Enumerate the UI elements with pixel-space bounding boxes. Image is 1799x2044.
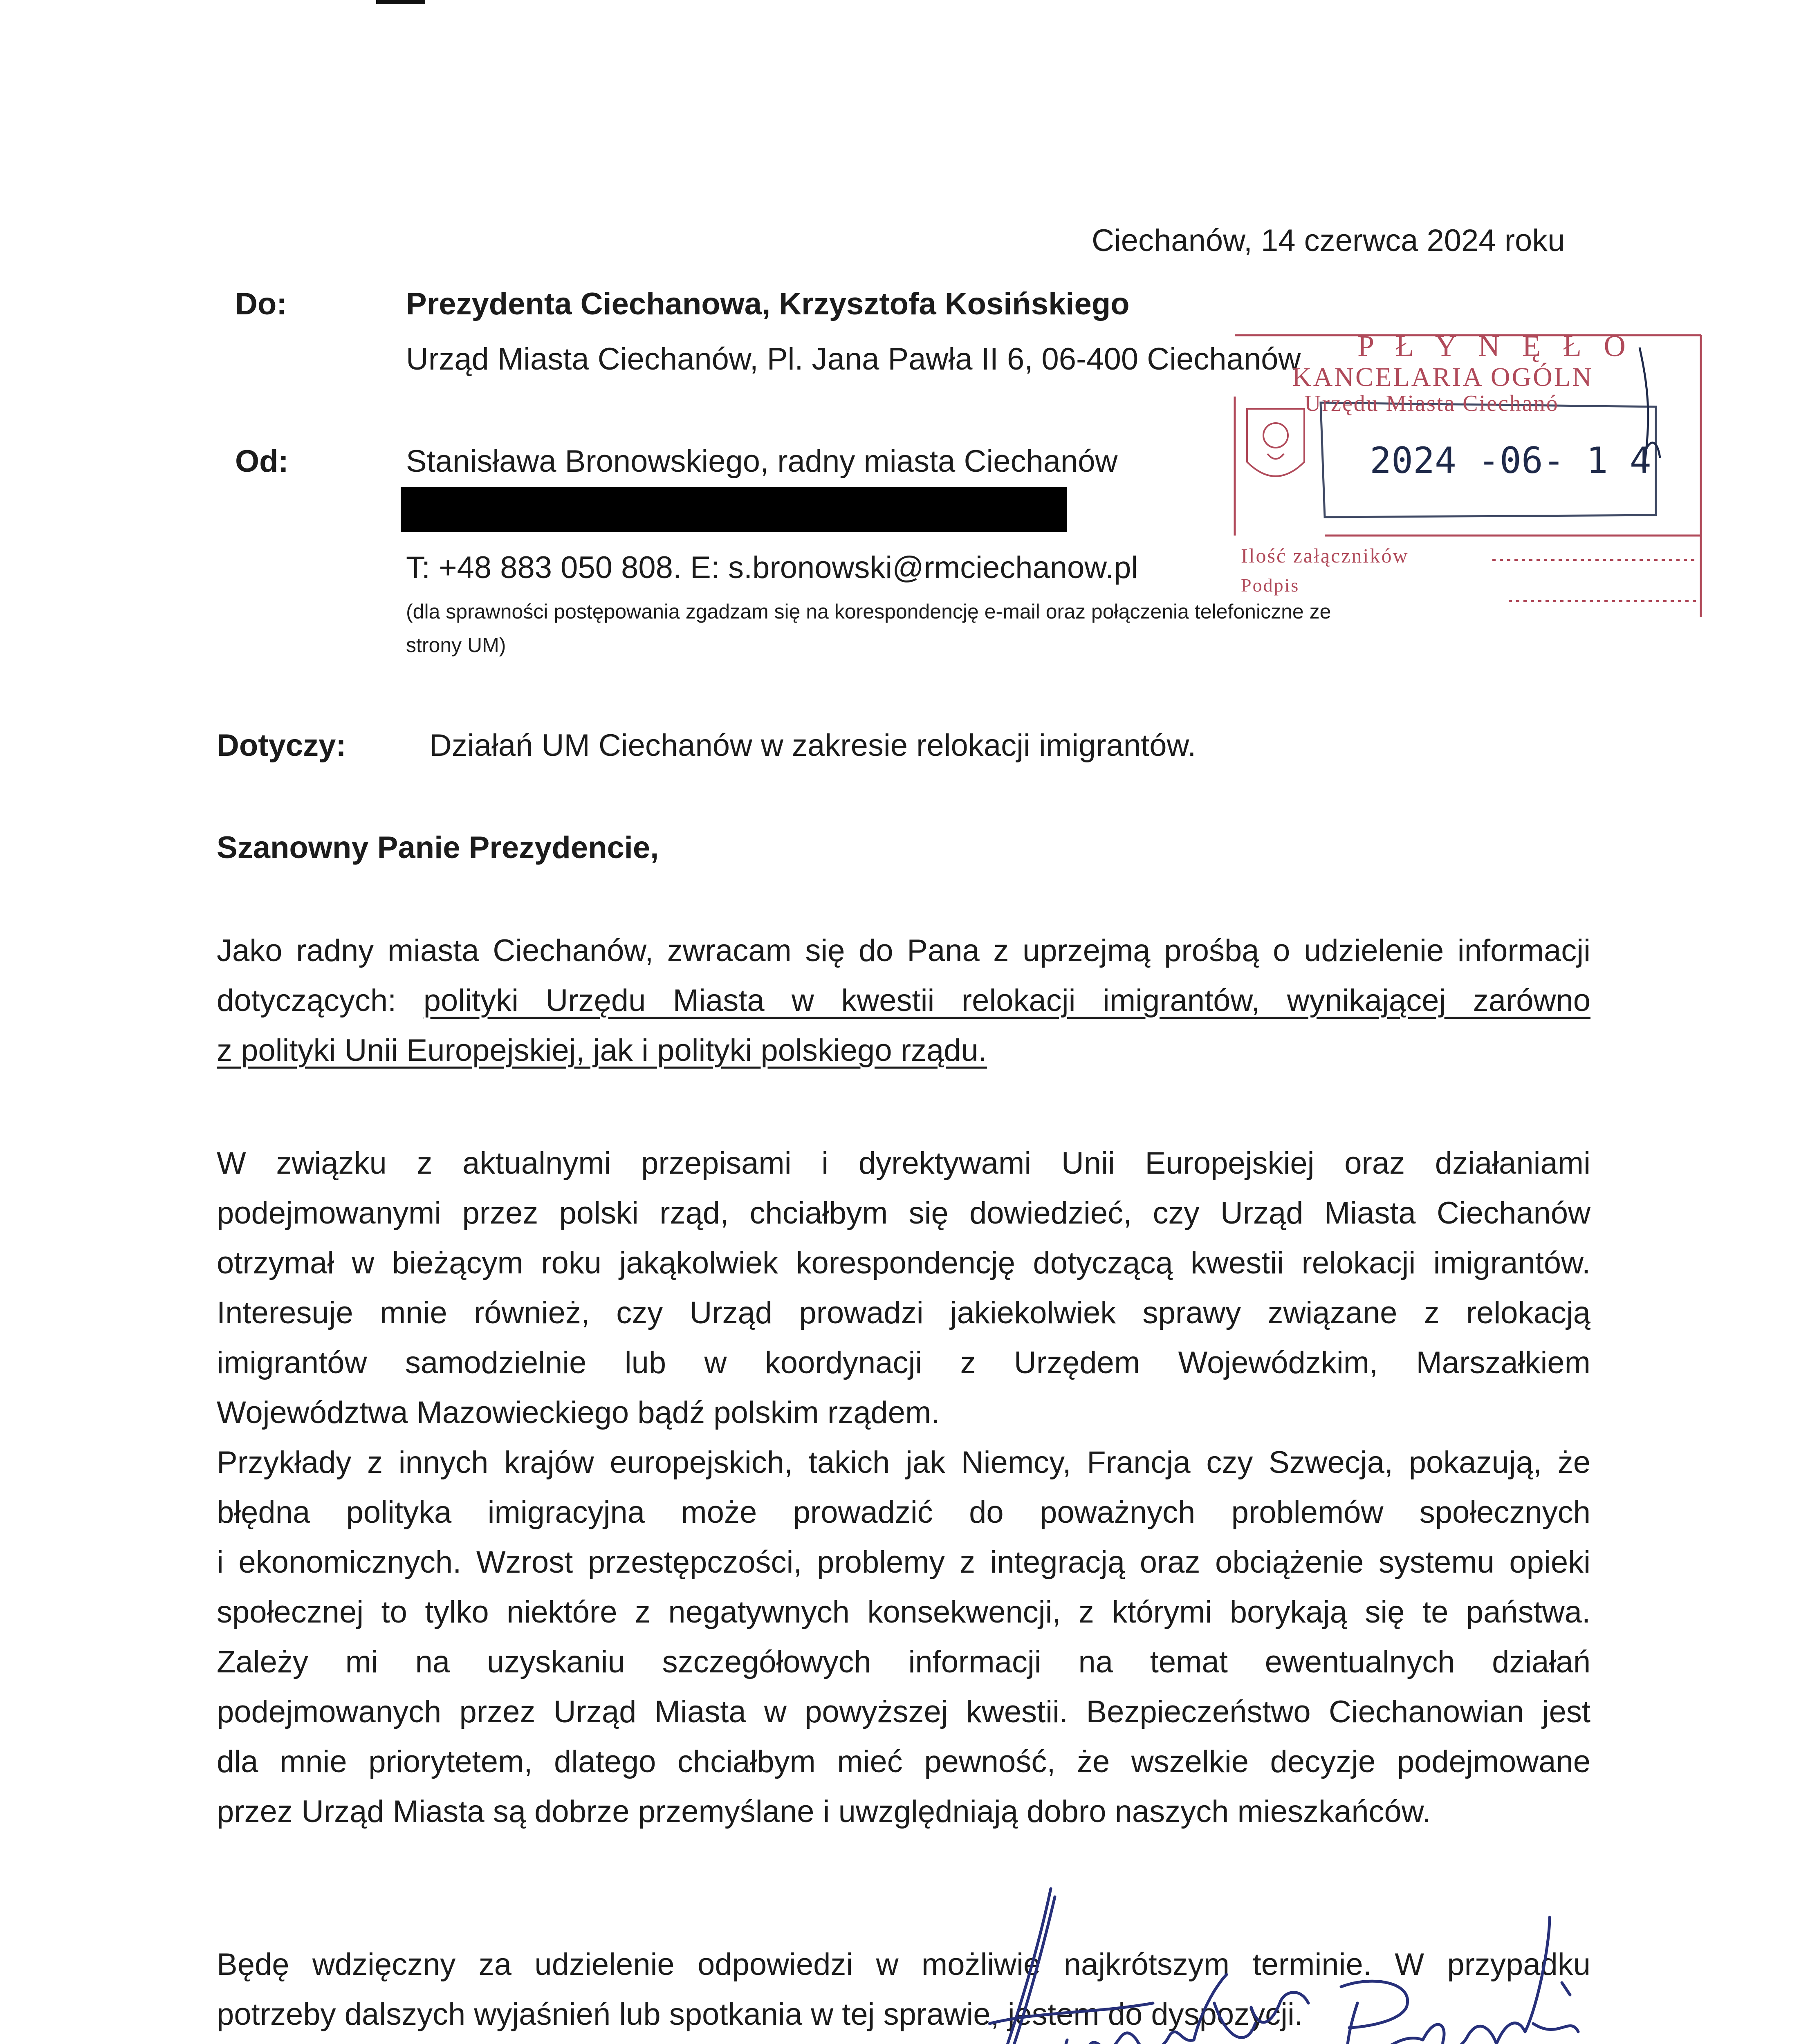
- stamp-signature-label: Podpis: [1241, 575, 1300, 596]
- p2-line-11: Zależy mi na uzyskaniu szczegółowych informacji na temat ewentualnych działań: [217, 1645, 1590, 1679]
- p1-line-3: z polityki Unii Europejskiej, jak i polityki polskiego rządu.: [217, 1033, 987, 1068]
- p1-line-2-underlined: polityki Urzędu Miasta w kwestii relokacji imigrantów, wynikającej zarówno: [423, 983, 1590, 1018]
- p2-line-2: podejmowanymi przez polski rząd, chciałbym się dowiedzieć, czy Urząd Miasta Ciechanów: [217, 1196, 1590, 1230]
- p1-line-1: Jako radny miasta Ciechanów, zwracam się do Pana z uprzejmą prośbą o udzielenie informacji: [217, 933, 1590, 968]
- signature-text: [932, 1811, 992, 1813]
- subject-text: Działań UM Ciechanów w zakresie relokacji imigrantów.: [429, 728, 1196, 763]
- from-label: Od:: [235, 444, 289, 479]
- p1-line-2-lead: dotyczących:: [217, 983, 424, 1018]
- coat-of-arms-icon: [1247, 409, 1304, 476]
- redaction-bar: [401, 487, 1067, 532]
- recipient-address: Urząd Miasta Ciechanów, Pl. Jana Pawła II 6, 06-400 Ciechanów: [406, 342, 1301, 377]
- p2-line-13: dla mnie priorytetem, dlatego chciałbym mieć pewność, że wszelkie decyzje podejmowane: [217, 1744, 1590, 1779]
- subject-label: Dotyczy:: [217, 728, 346, 763]
- recipient-name: Prezydenta Ciechanowa, Krzysztofa Kosińskiego: [406, 287, 1130, 321]
- sender-contact: T: +48 883 050 808. E: s.bronowski@rmciechanow.pl: [406, 550, 1138, 585]
- p2-line-8: błędna polityka imigracyjna może prowadzić do poważnych problemów społecznych: [217, 1495, 1590, 1530]
- p2-line-14: przez Urząd Miasta są dobrze przemyślane i uwzględniają dobro naszych mieszkańców.: [217, 1794, 1431, 1829]
- paragraph-1: [217, 926, 1590, 1076]
- p2-line-10: społecznej to tylko niektóre z negatywnych konsekwencji, z którymi borykają się te państwa.: [217, 1595, 1590, 1629]
- place-date: Ciechanów, 14 czerwca 2024 roku: [1092, 223, 1565, 258]
- stamp-line-2: KANCELARIA OGÓLN: [1292, 362, 1593, 392]
- p2-line-7: Przykłady z innych krajów europejskich, takich jak Niemcy, Francja czy Szwecja, pokazują, że: [217, 1445, 1590, 1480]
- salutation: Szanowny Panie Prezydencie,: [217, 830, 659, 865]
- scan-mark: [376, 0, 425, 4]
- stamp-date: 2024 -06- 1 4: [1370, 439, 1651, 482]
- stamp-attachments: Ilość załączników: [1241, 544, 1409, 567]
- p3-line-2: potrzeby dalszych wyjaśnień lub spotkania w tej sprawie, jestem do dyspozycji.: [217, 1997, 1303, 2032]
- consent-line-1: (dla sprawności postępowania zgadzam się na korespondencję e-mail oraz połączenia telefoniczne ze: [406, 600, 1331, 623]
- signature-drawing: [932, 1811, 1627, 2044]
- paragraph-2: [217, 1139, 1590, 1837]
- p2-line-6: Województwa Mazowieckiego bądź polskim rządem.: [217, 1395, 940, 1430]
- p2-line-5: imigrantów samodzielnie lub w koordynacji z Urzędem Wojewódzkim, Marszałkiem: [217, 1345, 1590, 1380]
- p2-line-4: Interesuje mnie również, czy Urząd prowadzi jakiekolwiek sprawy związane z relokacją: [217, 1295, 1590, 1330]
- registry-stamp: [1223, 323, 1713, 617]
- stamp-line-1: P Ł Y N Ę Ł O: [1357, 329, 1633, 363]
- p2-line-1: W związku z aktualnymi przepisami i dyrektywami Unii Europejskiej oraz działaniami: [217, 1146, 1590, 1181]
- p2-line-9: i ekonomicznych. Wzrost przestępczości, problemy z integracją oraz obciążenie systemu opieki: [217, 1545, 1590, 1580]
- p1-line-2: [217, 976, 1590, 1026]
- sender-name: Stanisława Bronowskiego, radny miasta Ciechanów: [406, 444, 1118, 479]
- p2-line-3: otrzymał w bieżącym roku jakąkolwiek korespondencję dotyczącą kwestii relokacji imigrantów.: [217, 1246, 1590, 1280]
- p2-line-12: podejmowanych przez Urząd Miasta w powyższej kwestii. Bezpieczeństwo Ciechanowian jest: [217, 1694, 1590, 1729]
- consent-line-2: strony UM): [406, 634, 506, 657]
- handwritten-signature: [932, 1811, 1627, 2044]
- to-label: Do:: [235, 287, 287, 321]
- p3-line-1: Będę wdzięczny za udzielenie odpowiedzi w możliwie najkrótszym terminie. W przypadku: [217, 1947, 1590, 1982]
- stamp-line-3: Urzędu Miasta Ciechanó: [1304, 391, 1559, 416]
